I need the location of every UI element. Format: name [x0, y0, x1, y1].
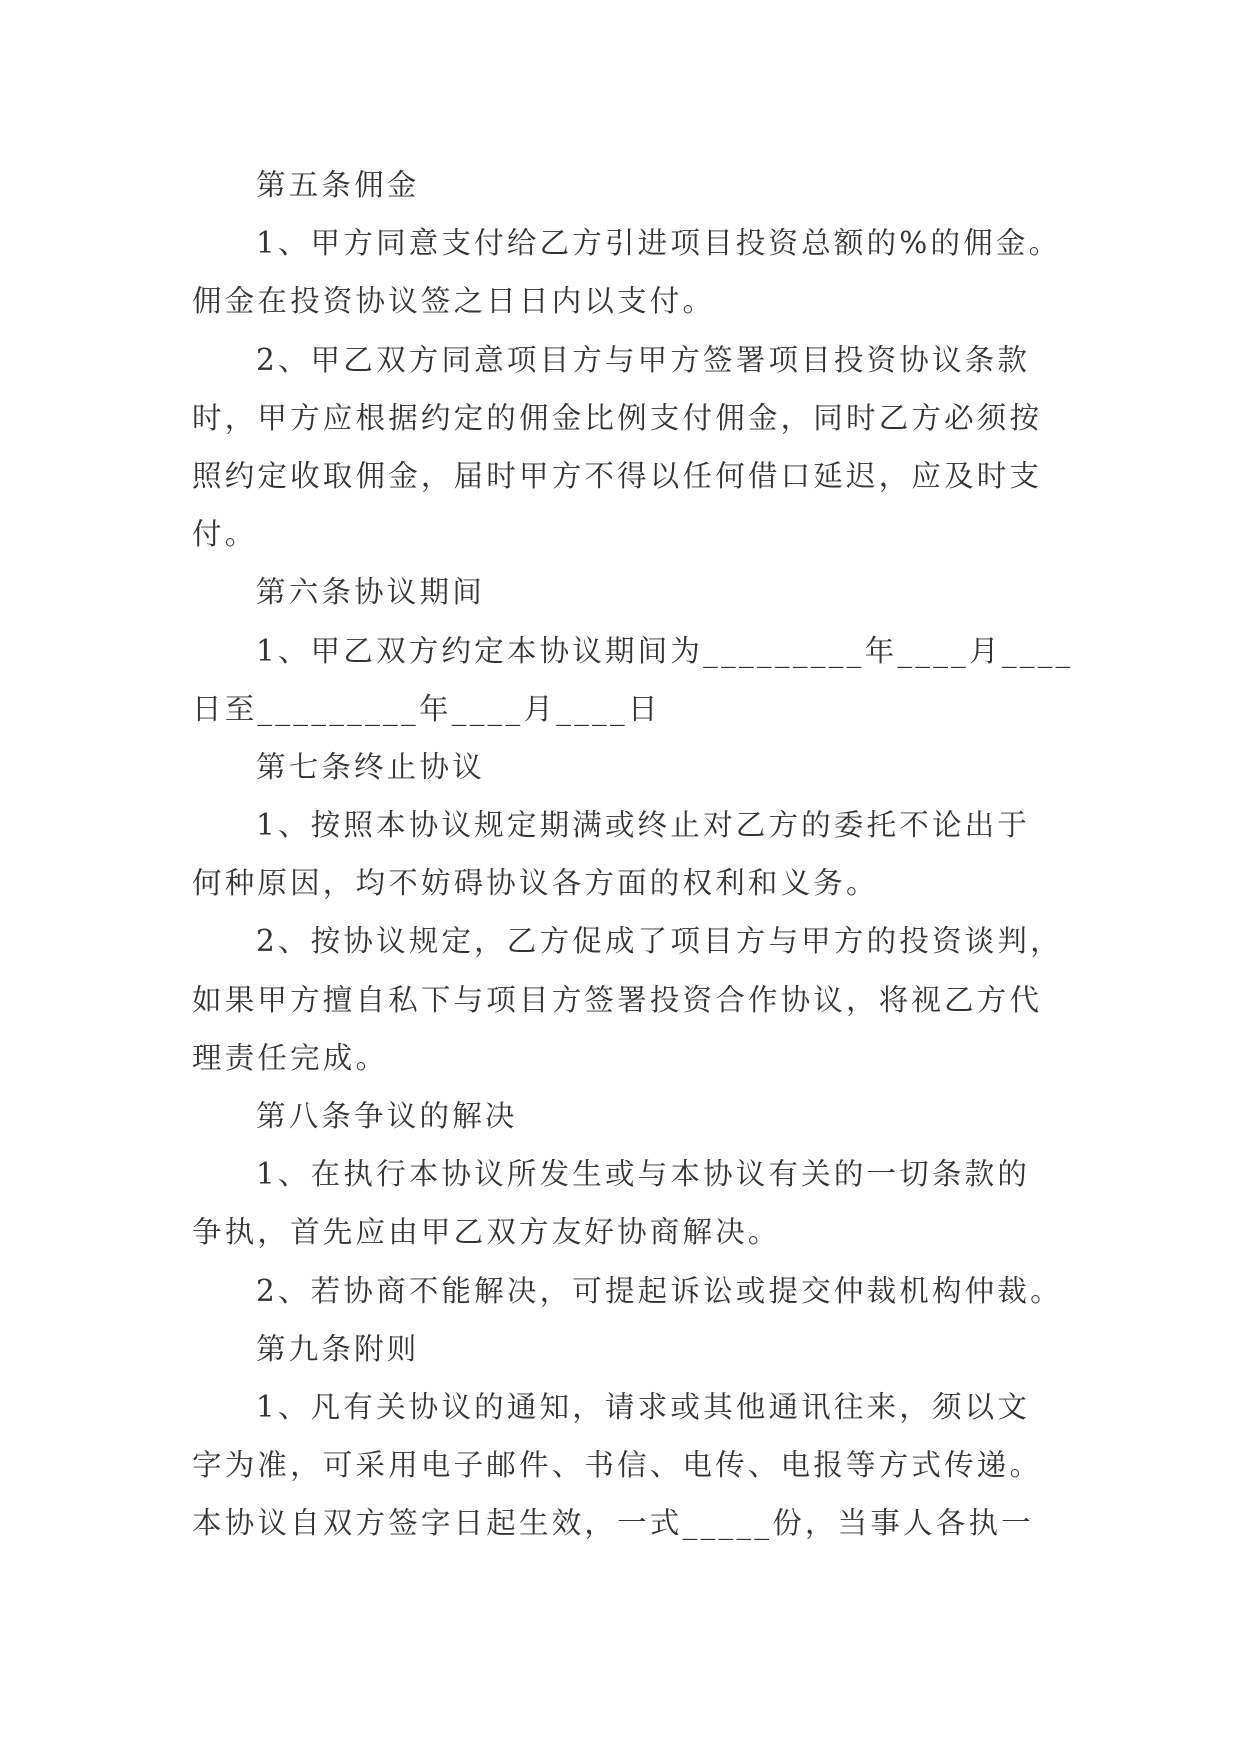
paragraph-line: 本协议自双方签字日起生效，一式_____份，当事人各执一	[192, 1506, 1034, 1541]
document-body	[192, 156, 1072, 1553]
paragraph-line: 2、按协议规定，乙方促成了项目方与甲方的投资谈判，	[256, 924, 1063, 959]
paragraph-line: 2、甲乙双方同意项目方与甲方签署项目投资协议条款	[256, 342, 1031, 377]
paragraph-line: 时，甲方应根据约定的佣金比例支付佣金，同时乙方必须按	[192, 400, 1043, 435]
paragraph-line: 如果甲方擅自私下与项目方签署投资合作协议，将视乙方代	[192, 982, 1043, 1017]
paragraph-line: 1、甲乙双方约定本协议期间为_________年____月____	[256, 633, 1074, 668]
paragraph-line: 照约定收取佣金，届时甲方不得以任何借口延迟，应及时支	[192, 458, 1043, 493]
paragraph-line: 2、若协商不能解决，可提起诉讼或提交仲裁机构仲裁。	[256, 1273, 1063, 1308]
paragraph-line: 字为准，可采用电子邮件、书信、电传、电报等方式传递。	[192, 1448, 1043, 1483]
article-5-heading: 第五条佣金	[256, 168, 420, 202]
paragraph-line: 日至_________年____月____日	[192, 691, 661, 726]
paragraph-line: 1、甲方同意支付给乙方引进项目投资总额的%的佣金。	[256, 226, 1062, 261]
paragraph-line: 佣金在投资协议签之日日内以支付。	[192, 284, 716, 319]
paragraph-line: 何种原因，均不妨碍协议各方面的权利和义务。	[192, 866, 879, 901]
paragraph-line: 争执，首先应由甲乙双方友好协商解决。	[192, 1215, 781, 1250]
paragraph-line: 付。	[192, 517, 258, 552]
article-7-heading: 第七条终止协议	[256, 749, 485, 784]
paragraph-line: 1、在执行本协议所发生或与本协议有关的一切条款的	[256, 1157, 1031, 1192]
paragraph-line: 理责任完成。	[192, 1040, 389, 1075]
article-6-heading: 第六条协议期间	[256, 575, 485, 610]
paragraph-line: 1、按照本协议规定期满或终止对乙方的委托不论出于	[256, 808, 1031, 843]
article-8-heading: 第八条争议的解决	[256, 1099, 518, 1133]
article-9-heading: 第九条附则	[256, 1331, 420, 1366]
paragraph-line: 1、凡有关协议的通知，请求或其他通讯往来，须以文	[256, 1389, 1031, 1424]
